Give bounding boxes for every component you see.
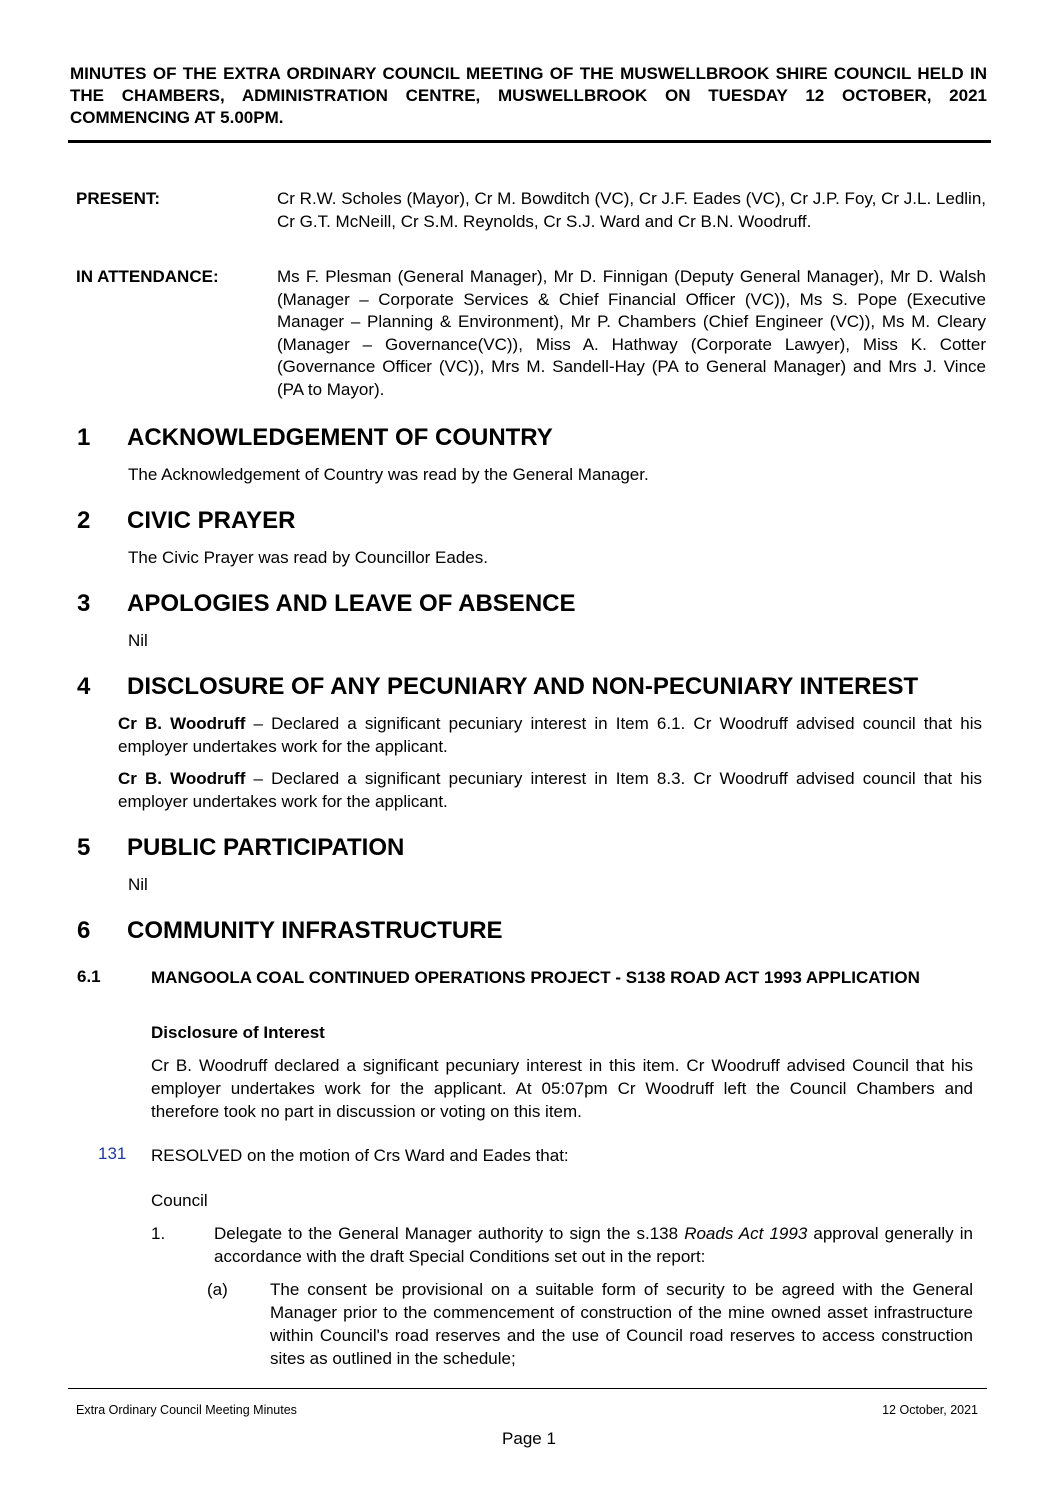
resolution-text: RESOLVED on the motion of Crs Ward and Eades that: xyxy=(151,1146,569,1165)
section-2-text: The Civic Prayer was read by Councillor Eades. xyxy=(128,548,488,567)
in-attendance-list: Ms F. Plesman (General Manager), Mr D. Finnigan (Deputy General Manager), Mr D. Walsh (Manager – Corporate Services & Chief Financial Officer (VC)), Ms S. Pope (Executive Manager – Planning & Environment), Mr P. Chambers (Chief Engineer (VC)), Ms M. Cleary (Manager – Governance(VC)), Miss A. Hathway (Corporate Lawyer), Miss K. Cotter (Governance Officer (VC)), Mrs M. Sandell-Hay (PA to General Manager) and Mrs J. Vince (PA to Mayor). xyxy=(277,267,986,399)
council-label: Council xyxy=(151,1191,208,1210)
section-1-text: The Acknowledgement of Country was read by the General Manager. xyxy=(128,465,649,484)
point-1-text-start: Delegate to the General Manager authority to sign the s.138 xyxy=(214,1224,685,1243)
section-2-title: CIVIC PRAYER xyxy=(127,507,296,534)
footer-divider xyxy=(68,1388,987,1389)
point-1-text xyxy=(214,1222,973,1268)
point-1-number: 1. xyxy=(151,1224,166,1243)
resolution-number: 131 xyxy=(98,1144,127,1163)
section-5-number: 5 xyxy=(77,834,91,861)
section-3-number: 3 xyxy=(77,590,91,617)
section-6-title: COMMUNITY INFRASTRUCTURE xyxy=(127,917,503,944)
section-6-number: 6 xyxy=(77,917,91,944)
section-3-title: APOLOGIES AND LEAVE OF ABSENCE xyxy=(127,590,576,617)
section-1-title: ACKNOWLEDGEMENT OF COUNTRY xyxy=(127,424,553,451)
disclosure-1-text: – Declared a significant pecuniary interest in Item 6.1. Cr Woodruff advised council that his employer undertakes work for the applicant. xyxy=(118,714,982,756)
section-5-text: Nil xyxy=(128,875,148,894)
section-4-number: 4 xyxy=(77,673,91,700)
point-a-number: (a) xyxy=(207,1280,228,1299)
disclosure-of-interest-text: Cr B. Woodruff declared a significant pecuniary interest in this item. Cr Woodruff advised Council that his employer undertakes work for the applicant. At 05:07pm Cr Woodruff left the Council Chambers and therefore took no part in discussion or voting on this item. xyxy=(151,1056,973,1121)
point-1-text-end: approval generally in accordance with the draft Special Conditions set out in the report: xyxy=(214,1224,973,1266)
disclosure-of-interest-heading: Disclosure of Interest xyxy=(151,1023,325,1042)
footer-date: 12 October, 2021 xyxy=(882,1403,978,1417)
item-6-1-number: 6.1 xyxy=(77,967,101,986)
section-3-text: Nil xyxy=(128,631,148,650)
roads-act-reference: Roads Act 1993 xyxy=(684,1224,808,1243)
footer-document-title: Extra Ordinary Council Meeting Minutes xyxy=(76,1403,297,1417)
item-6-1-title: MANGOOLA COAL CONTINUED OPERATIONS PROJECT - S138 ROAD ACT 1993 APPLICATION xyxy=(151,968,920,987)
disclosure-1-name: Cr B. Woodruff xyxy=(118,714,246,733)
disclosure-2 xyxy=(118,767,982,813)
point-a-text: The consent be provisional on a suitable form of security to be agreed with the General Manager prior to the commencement of construction of the mine owned asset infrastructure within Council's road reserves and the use of Council road reserves to access construction sites as outlined in the schedule; xyxy=(270,1280,973,1368)
disclosure-2-text: – Declared a significant pecuniary interest in Item 8.3. Cr Woodruff advised council that his employer undertakes work for the applicant. xyxy=(118,769,982,811)
header-divider xyxy=(68,140,991,143)
minutes-header: MINUTES OF THE EXTRA ORDINARY COUNCIL MEETING OF THE MUSWELLBROOK SHIRE COUNCIL HELD IN THE CHAMBERS, ADMINISTRATION CENTRE, MUSWELLBROOK ON TUESDAY 12 OCTOBER, 2021 COMMENCING AT 5.00PM. xyxy=(70,64,987,127)
in-attendance-label: IN ATTENDANCE: xyxy=(76,267,219,286)
page-number: Page 1 xyxy=(502,1429,556,1448)
disclosure-2-name: Cr B. Woodruff xyxy=(118,769,246,788)
section-4-title: DISCLOSURE OF ANY PECUNIARY AND NON-PECUNIARY INTEREST xyxy=(127,673,919,700)
section-5-title: PUBLIC PARTICIPATION xyxy=(127,834,405,861)
section-2-number: 2 xyxy=(77,507,91,534)
disclosure-1 xyxy=(118,712,982,758)
present-list: Cr R.W. Scholes (Mayor), Cr M. Bowditch (VC), Cr J.F. Eades (VC), Cr J.P. Foy, Cr J.L. Ledlin, Cr G.T. McNeill, Cr S.M. Reynolds, Cr S.J. Ward and Cr B.N. Woodruff. xyxy=(277,189,986,231)
section-1-number: 1 xyxy=(77,424,91,451)
present-label: PRESENT: xyxy=(76,189,161,208)
